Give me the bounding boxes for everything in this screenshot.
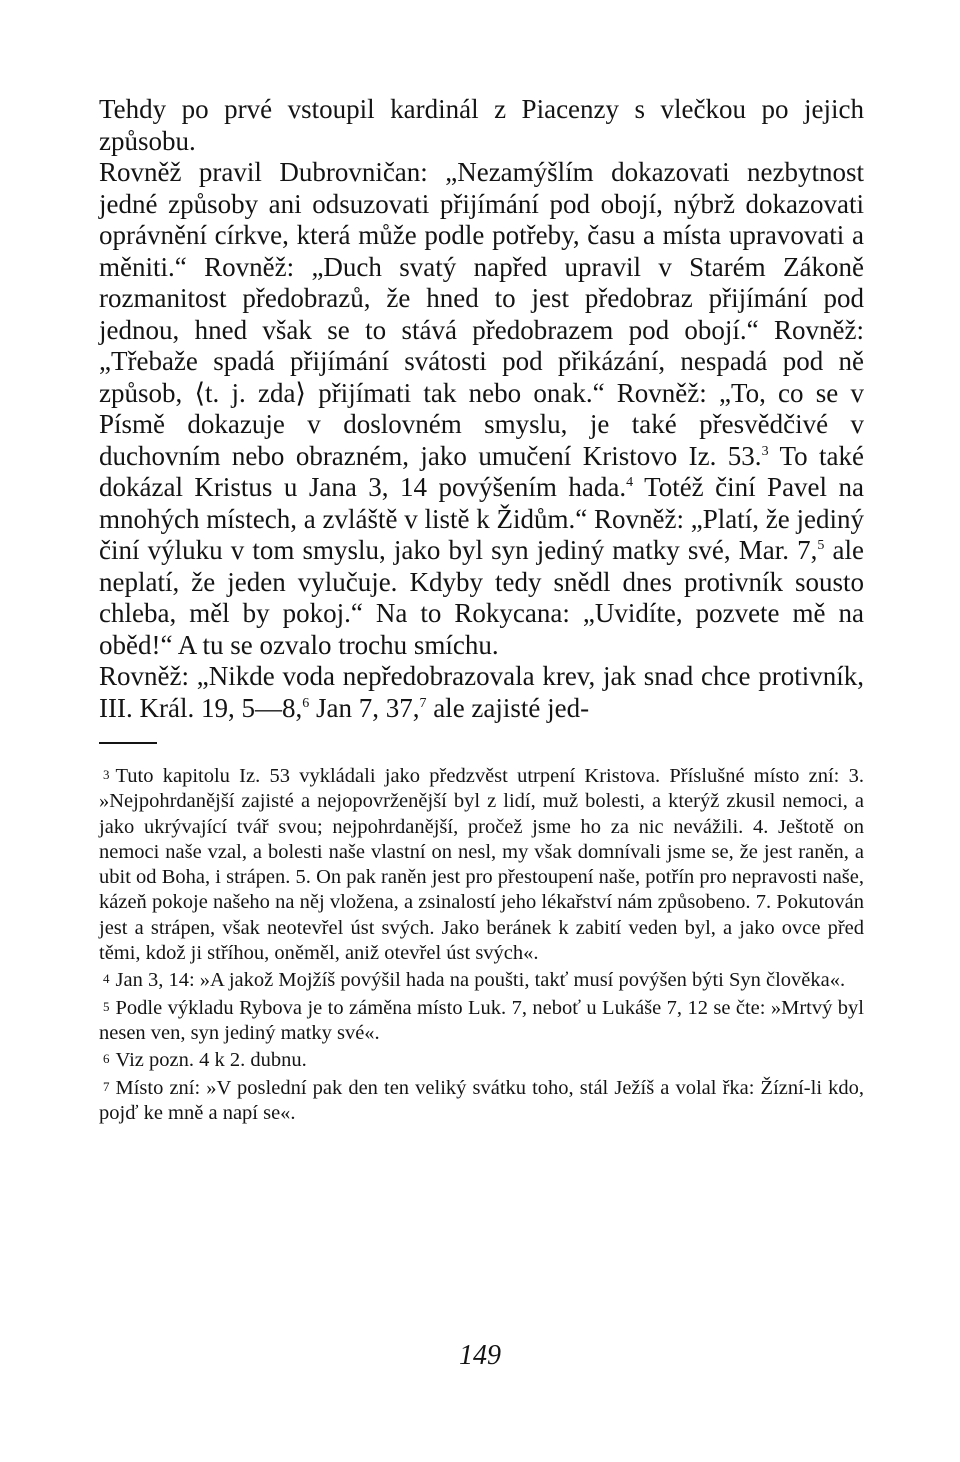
footnote-marker: 4 bbox=[103, 971, 110, 987]
paragraph bbox=[99, 94, 864, 157]
footnote bbox=[99, 1074, 864, 1127]
footnote-reference: 5 bbox=[817, 538, 825, 553]
footnote-text: Tuto kapitolu Iz. 53 vykládali jako předzvěst utrpení Kristova. Příslušné místo zní: 3. »Nejpohrdanější zajisté a nejopovrženější byl z lidí, muž bolesti, a kterýž zkusil nemoci, a jako ukrývající tvář svou; nejpohrdanější, pročež jsme ho za nic nevážili. 4. Ještotě on nemoci naše vzal, a bolesti naše vlastní on nesl, my však domnívali jsme se, že jest raněn, a ubit od Boha, i strápen. 5. On pak raněn jest pro přestoupení naše, potřín pro nepravosti naše, kázeň pokoje našeho na něj vložena, a zsinalostí jeho lékařství nám způsobeno. 7. Pokutován jest a strápen, však neotevřel úst svých. Jako beránek k zabití veden byl, a jako ovce před těmi, kdož ji stříhou, oněměl, aniž otevřel úst svých«. bbox=[99, 765, 864, 965]
footnote-text: Jan 3, 14: »A jakož Mojžíš povýšil hada na poušti, takť musí povýšen býti Syn člověka«. bbox=[115, 969, 846, 992]
footnote-reference: 4 bbox=[626, 475, 634, 490]
footnote-reference: 6 bbox=[302, 695, 310, 711]
paragraph-text: To také dokázal Kristus u Jana 3, 14 povýšením hada. bbox=[99, 440, 864, 502]
footnote-reference: 7 bbox=[419, 695, 427, 711]
page-number: 149 bbox=[459, 1340, 501, 1371]
footnotes bbox=[99, 762, 864, 1126]
main-text bbox=[99, 94, 864, 724]
footnote-text: Podle výkladu Rybova je to záměna místo Luk. 7, neboť u Lukáše 7, 12 se čte: »Mrtvý byl nesen ven, syn jediný matky své«. bbox=[99, 996, 864, 1044]
book-page bbox=[99, 94, 864, 1126]
footnote bbox=[99, 1046, 864, 1073]
paragraph-text: Jan 7, 37, bbox=[309, 692, 420, 723]
footnote-text: Viz pozn. 4 k 2. dubnu. bbox=[115, 1049, 307, 1072]
paragraph-text: Tehdy po prvé vstoupil kardinál z Piacenzy s vlečkou po jejich způsobu. bbox=[99, 94, 864, 156]
footnote bbox=[99, 966, 864, 993]
paragraph-text: ale neplatí, že jeden vylučuje. Kdyby tedy snědl dnes protivník sousto chleba, měl by pokoj.“ Na to Rokycana: „Uvidíte, pozvete mě na oběd!“ A tu se ozvalo trochu smíchu. bbox=[99, 535, 864, 660]
footnote bbox=[99, 762, 864, 966]
paragraph-text: ale zajisté jed- bbox=[426, 692, 590, 723]
footnote-marker: 7 bbox=[103, 1078, 110, 1094]
paragraph-text: Rovněž pravil Dubrovničan: „Nezamýšlím dokazovati nezbytnost jedné způsoby ani odsuzovati přijímání pod obojí, nýbrž dokazovati oprávnění církve, která může podle potřeby, času a místa upravovati a měniti.“ Rovněž: „Duch svatý napřed upravil v Starém Zákoně rozmanitost předobrazů, že hned to jest předobraz přijímání pod jednou, hned však se to stává předobrazem pod obojí.“ Rovněž: „Třebaže spadá přijímání svátosti pod přikázání, nespadá pod ně způsob, ⟨t. j. zda⟩ přijímati tak nebo onak.“ Rovněž: „To, co se v Písmě dokazuje v doslovném smyslu, je také přesvědčivé v duchovním nebo obrazném, jako umučení Kristovo Iz. 53. bbox=[99, 157, 864, 471]
footnote bbox=[99, 994, 864, 1047]
footnote-separator bbox=[99, 742, 157, 744]
footnote-text: Místo zní: »V poslední pak den ten veliký svátku toho, stál Ježíš a volal řka: Žízní-li kdo, pojď ke mně a napí se«. bbox=[99, 1076, 864, 1124]
paragraph-text: Rovněž: „Nikde voda nepředobrazovala krev, jak snad chce protivník, III. Král. 19, 5—8, bbox=[99, 661, 864, 723]
paragraph bbox=[99, 157, 864, 661]
footnote-reference: 3 bbox=[761, 443, 769, 459]
paragraph bbox=[99, 661, 864, 724]
paragraph-text: Totéž činí Pavel na mnohých místech, a zvláště v listě k Židům.“ Rovněž: „Platí, že jediný činí výluku v tom smyslu, jako byl syn jediný matky své, Mar. 7, bbox=[99, 472, 864, 565]
footnote-marker: 3 bbox=[103, 767, 110, 782]
footnote-marker: 6 bbox=[103, 1051, 110, 1067]
footnote-marker: 5 bbox=[103, 998, 110, 1014]
